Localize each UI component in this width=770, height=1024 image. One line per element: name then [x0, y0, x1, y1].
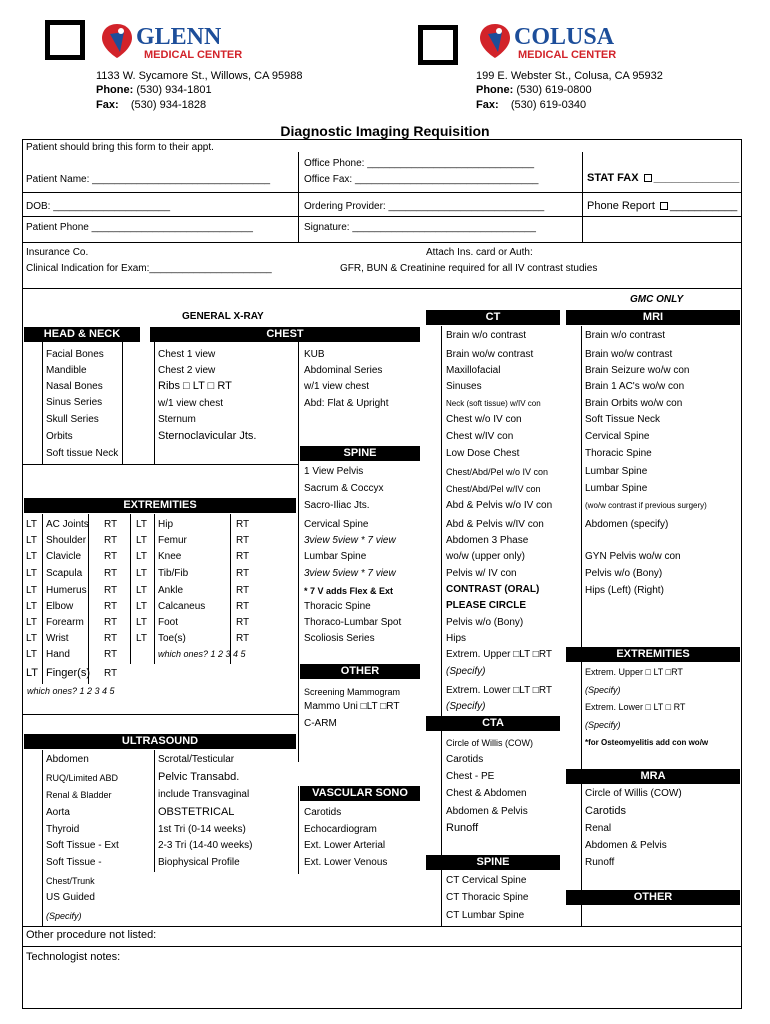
- mri-item[interactable]: Brain Seizure wo/w con: [585, 365, 690, 376]
- chest-item[interactable]: Ribs □ LT □ RT: [158, 380, 232, 392]
- ct-contrast-label: CONTRAST (ORAL): [446, 584, 540, 595]
- glenn-logo-icon: [100, 22, 134, 60]
- phone-report-checkbox[interactable]: [660, 202, 668, 210]
- glenn-name: GLENN: [136, 24, 222, 50]
- vascular-item[interactable]: Echocardiogram: [304, 824, 377, 835]
- ct-item[interactable]: Abd & Pelvis w/o IV con: [446, 500, 553, 511]
- other-item[interactable]: Screening Mammogram: [304, 687, 401, 697]
- head-neck-item[interactable]: Sinus Series: [46, 397, 103, 408]
- us-item[interactable]: Aorta: [46, 807, 70, 818]
- spine-header: SPINE: [300, 446, 420, 461]
- ct-circle-label: PLEASE CIRCLE: [446, 600, 527, 611]
- ct-item[interactable]: Maxillofacial: [446, 365, 501, 376]
- glenn-logo: [100, 22, 260, 66]
- abdomen-item[interactable]: Abd: Flat & Upright: [304, 398, 389, 409]
- office-phone-field[interactable]: Office Phone: ______________________________: [304, 158, 535, 169]
- us-item[interactable]: Thyroid: [46, 824, 80, 835]
- ext-rt[interactable]: RT: [236, 551, 250, 562]
- ext-right-item[interactable]: Femur: [158, 535, 187, 546]
- ext-lt[interactable]: LT: [26, 617, 37, 628]
- general-xray-header: GENERAL X-RAY: [182, 311, 264, 322]
- us-item[interactable]: OBSTETRICAL: [158, 806, 235, 818]
- ext-lt[interactable]: LT: [26, 585, 37, 596]
- abdomen-item[interactable]: w/1 view chest: [304, 381, 370, 392]
- mra-item[interactable]: Abdomen & Pelvis: [585, 840, 667, 851]
- mri-ext-item[interactable]: Extrem. Upper □ LT □RT: [585, 667, 683, 677]
- ext-right-item[interactable]: Calcaneus: [158, 601, 206, 612]
- ext-rt[interactable]: RT: [104, 633, 118, 644]
- ext-lt[interactable]: LT: [136, 535, 147, 546]
- ext-lt[interactable]: LT: [26, 649, 37, 660]
- colusa-logo: [478, 22, 648, 66]
- ordering-provider-field[interactable]: Ordering Provider: ____________________________: [304, 201, 545, 212]
- ext-rt[interactable]: RT: [104, 568, 118, 579]
- ext-left-item[interactable]: Clavicle: [46, 551, 82, 562]
- ext-lt[interactable]: LT: [26, 551, 37, 562]
- cta-item[interactable]: Abdomen & Pelvis: [446, 806, 528, 817]
- spine-item[interactable]: Cervical Spine: [304, 519, 369, 530]
- cta-item[interactable]: Carotids: [446, 754, 484, 765]
- ct-item[interactable]: Abdomen 3 Phase: [446, 535, 529, 546]
- head-neck-item[interactable]: Mandible: [46, 365, 87, 376]
- toes-which-ones[interactable]: which ones? 1 2 3 4 5: [158, 649, 246, 659]
- glenn-sub: MEDICAL CENTER: [144, 49, 243, 61]
- other-procedure-field[interactable]: Other procedure not listed:: [26, 929, 157, 941]
- ct-item[interactable]: Sinuses: [446, 381, 482, 392]
- mri-ext-specify[interactable]: (Specify): [585, 685, 621, 695]
- mri-ext-item[interactable]: Extrem. Lower □ LT □ RT: [585, 702, 686, 712]
- ext-lt[interactable]: LT: [136, 633, 147, 644]
- gmc-only: GMC ONLY: [630, 294, 684, 305]
- ext-rt[interactable]: RT: [104, 585, 118, 596]
- ext-left-item[interactable]: Hand: [46, 649, 70, 660]
- spine-item[interactable]: Sacro-Iliac Jts.: [304, 500, 370, 511]
- ext-lt[interactable]: LT: [26, 568, 37, 579]
- other-item[interactable]: C-ARM: [304, 718, 337, 729]
- ct-item[interactable]: Brain wo/w contrast: [446, 349, 534, 360]
- ext-rt[interactable]: RT: [104, 551, 118, 562]
- ext-lt[interactable]: LT: [26, 601, 37, 612]
- mri-item[interactable]: Cervical Spine: [585, 431, 650, 442]
- mri-item[interactable]: Brain w/o contrast: [585, 330, 666, 341]
- ext-left-item[interactable]: Shoulder: [46, 535, 87, 546]
- technologist-notes-field[interactable]: Technologist notes:: [26, 951, 121, 963]
- mri-other-header: OTHER: [566, 890, 740, 905]
- ext-rt[interactable]: RT: [104, 617, 118, 628]
- glenn-phone: Phone: (530) 934-1801: [96, 84, 212, 96]
- mri-extremities-header: EXTREMITIES: [566, 647, 740, 662]
- colusa-address: 199 E. Webster St., Colusa, CA 95932: [476, 70, 663, 82]
- ext-left-item[interactable]: AC Joints: [46, 519, 89, 530]
- cta-item[interactable]: Runoff: [446, 822, 479, 834]
- ct-item[interactable]: Chest/Abd/Pel w/IV con: [446, 484, 541, 494]
- mri-item[interactable]: Pelvis w/o (Bony): [585, 568, 663, 579]
- clinical-indication-field[interactable]: Clinical Indication for Exam:______________________: [26, 263, 272, 274]
- vascular-item[interactable]: Ext. Lower Arterial: [304, 840, 386, 851]
- attach-note: Attach Ins. card or Auth:: [426, 247, 533, 258]
- mri-item[interactable]: Lumbar Spine: [585, 466, 648, 477]
- ct-item[interactable]: Chest/Abd/Pel w/o IV con: [446, 467, 549, 477]
- ext-left-item[interactable]: Forearm: [46, 617, 84, 628]
- ext-right-item[interactable]: Knee: [158, 551, 182, 562]
- abdomen-item[interactable]: Abdominal Series: [304, 365, 383, 376]
- spine-views[interactable]: 3view 5view * 7 view: [304, 535, 396, 546]
- spine-item[interactable]: Lumbar Spine: [304, 551, 367, 562]
- ct-header: CT: [426, 310, 560, 325]
- ct-item[interactable]: Abd & Pelvis w/IV con: [446, 519, 544, 530]
- ext-rt[interactable]: RT: [104, 601, 118, 612]
- colusa-sub: MEDICAL CENTER: [518, 49, 617, 61]
- chest-item[interactable]: Chest 2 view: [158, 365, 216, 376]
- phone-report-field[interactable]: Phone Report ___________: [587, 200, 738, 212]
- us-item[interactable]: Biophysical Profile: [158, 857, 240, 868]
- extremities-header: EXTREMITIES: [24, 498, 296, 513]
- fingers-rt[interactable]: RT: [104, 668, 118, 679]
- mri-item[interactable]: Brain wo/w contrast: [585, 349, 673, 360]
- us-item[interactable]: 2-3 Tri (14-40 weeks): [158, 840, 253, 851]
- ext-lt[interactable]: LT: [136, 601, 147, 612]
- ext-rt[interactable]: RT: [236, 601, 250, 612]
- colusa-fax: Fax: (530) 619-0340: [476, 99, 587, 111]
- mri-item[interactable]: Brain 1 AC's wo/w con: [585, 381, 685, 392]
- ext-rt[interactable]: RT: [236, 519, 250, 530]
- us-item[interactable]: Soft Tissue - Ext: [46, 840, 119, 851]
- mra-item[interactable]: Runoff: [585, 857, 615, 868]
- checkbox-colusa[interactable]: [418, 25, 458, 65]
- other-item[interactable]: Mammo Uni □LT □RT: [304, 701, 400, 712]
- us-item[interactable]: US Guided: [46, 892, 95, 903]
- chest-item[interactable]: Chest 1 view: [158, 349, 216, 360]
- ext-rt[interactable]: RT: [236, 585, 250, 596]
- mri-header: MRI: [566, 310, 740, 325]
- ct-item[interactable]: Chest w/IV con: [446, 431, 514, 442]
- head-neck-item[interactable]: Skull Series: [46, 414, 99, 425]
- mri-item[interactable]: Lumbar Spine: [585, 483, 648, 494]
- ext-rt[interactable]: RT: [104, 535, 118, 546]
- ext-left-item[interactable]: Scapula: [46, 568, 83, 579]
- signature-field[interactable]: Signature: _________________________________: [304, 222, 536, 233]
- mri-item[interactable]: Brain Orbits wo/w con: [585, 398, 683, 409]
- fingers-which-ones[interactable]: which ones? 1 2 3 4 5: [27, 686, 115, 696]
- head-neck-item[interactable]: Soft tissue Neck: [46, 448, 119, 459]
- ct-item[interactable]: Extrem. Lower □LT □RT: [446, 685, 552, 696]
- glenn-fax: Fax: (530) 934-1828: [96, 99, 207, 111]
- fingers-label[interactable]: Finger(s): [46, 667, 91, 679]
- ct-spine-item[interactable]: CT Thoracic Spine: [446, 892, 529, 903]
- ext-left-item[interactable]: Humerus: [46, 585, 87, 596]
- head-neck-item[interactable]: Nasal Bones: [46, 381, 103, 392]
- spine-views[interactable]: 3view 5view * 7 view: [304, 568, 396, 579]
- ext-lt[interactable]: LT: [136, 617, 147, 628]
- ct-spine-item[interactable]: CT Cervical Spine: [446, 875, 527, 886]
- us-item[interactable]: Abdomen: [46, 754, 89, 765]
- spine-item[interactable]: Thoracic Spine: [304, 601, 371, 612]
- ext-right-item[interactable]: Tib/Fib: [158, 568, 189, 579]
- mra-header: MRA: [566, 769, 740, 784]
- mri-ext-specify[interactable]: (Specify): [585, 720, 621, 730]
- ct-specify[interactable]: (Specify): [446, 701, 486, 712]
- spine-item[interactable]: 1 View Pelvis: [304, 466, 364, 477]
- gfr-note: GFR, BUN & Creatinine required for all IV contrast studies: [340, 263, 598, 274]
- ct-item[interactable]: wo/w (upper only): [446, 551, 525, 562]
- ext-right-item[interactable]: Hip: [158, 519, 174, 530]
- page-title: Diagnostic Imaging Requisition: [280, 123, 490, 139]
- spine-note: * 7 V adds Flex & Ext: [304, 586, 394, 596]
- ct-item[interactable]: Neck (soft tissue) w/IV con: [446, 399, 541, 408]
- us-item[interactable]: 1st Tri (0-14 weeks): [158, 824, 246, 835]
- mri-item[interactable]: GYN Pelvis wo/w con: [585, 551, 681, 562]
- patient-phone-field[interactable]: Patient Phone _____________________________: [26, 222, 253, 233]
- vascular-item[interactable]: Ext. Lower Venous: [304, 857, 388, 868]
- chest-item[interactable]: w/1 view chest: [158, 398, 224, 409]
- ct-item[interactable]: Chest w/o IV con: [446, 414, 522, 425]
- osteomyelitis-note: *for Osteomyelitis add con wo/w: [585, 738, 709, 747]
- ext-left-item[interactable]: Elbow: [46, 601, 74, 612]
- vascular-sono-header: VASCULAR SONO: [300, 786, 420, 801]
- ext-right-item[interactable]: Ankle: [158, 585, 184, 596]
- mra-item[interactable]: Renal: [585, 823, 612, 834]
- head-neck-item[interactable]: Facial Bones: [46, 349, 104, 360]
- insurance-field[interactable]: Insurance Co.: [26, 247, 89, 258]
- mra-item[interactable]: Circle of Willis (COW): [585, 788, 682, 799]
- us-item[interactable]: RUQ/Limited ABD: [46, 773, 119, 783]
- ext-lt[interactable]: LT: [26, 535, 37, 546]
- ext-right-item[interactable]: Toe(s): [158, 633, 186, 644]
- spine-item[interactable]: Sacrum & Coccyx: [304, 483, 384, 494]
- stat-fax-checkbox[interactable]: [644, 174, 652, 182]
- ext-lt[interactable]: LT: [136, 519, 147, 530]
- glenn-address: 1133 W. Sycamore St., Willows, CA 95988: [96, 70, 303, 82]
- chest-item[interactable]: Sternum: [158, 414, 196, 425]
- us-item[interactable]: Renal & Bladder: [46, 790, 112, 800]
- ct-item[interactable]: Hips: [446, 633, 467, 644]
- dob-field[interactable]: DOB: _____________________: [26, 201, 171, 212]
- patient-name-field[interactable]: Patient Name: ________________________________: [26, 174, 271, 185]
- ext-lt[interactable]: LT: [136, 585, 147, 596]
- mri-item[interactable]: Hips (Left) (Right): [585, 585, 664, 596]
- us-item[interactable]: Scrotal/Testicular: [158, 754, 235, 765]
- ext-rt[interactable]: RT: [104, 649, 118, 660]
- ct-item[interactable]: Low Dose Chest: [446, 448, 520, 459]
- abdomen-item[interactable]: KUB: [304, 349, 325, 360]
- chest-header: CHEST: [150, 327, 420, 342]
- ct-specify[interactable]: (Specify): [446, 666, 486, 677]
- colusa-name: COLUSA: [514, 24, 615, 50]
- vascular-item[interactable]: Carotids: [304, 807, 342, 818]
- ext-rt[interactable]: RT: [236, 617, 250, 628]
- us-item[interactable]: Pelvic Transabd.: [158, 771, 240, 783]
- ext-lt[interactable]: LT: [136, 551, 147, 562]
- stat-fax-field[interactable]: STAT FAX ______________: [587, 172, 740, 184]
- ext-rt[interactable]: RT: [236, 535, 250, 546]
- ct-spine-item[interactable]: CT Lumbar Spine: [446, 910, 525, 921]
- mra-item[interactable]: Carotids: [585, 805, 626, 817]
- us-item[interactable]: Soft Tissue -: [46, 857, 102, 868]
- ct-item[interactable]: Brain w/o contrast: [446, 330, 527, 341]
- colusa-logo-icon: [478, 22, 512, 60]
- office-fax-field[interactable]: Office Fax: _________________________________: [304, 174, 539, 185]
- cta-item[interactable]: Circle of Willis (COW): [446, 738, 533, 748]
- cta-header: CTA: [426, 716, 560, 731]
- mri-note: (wo/w contrast if previous surgery): [585, 501, 707, 510]
- ext-lt[interactable]: LT: [26, 519, 37, 530]
- ext-lt[interactable]: LT: [26, 633, 37, 644]
- other-header: OTHER: [300, 664, 420, 679]
- cta-item[interactable]: Chest & Abdomen: [446, 788, 527, 799]
- ct-item[interactable]: Pelvis w/o (Bony): [446, 617, 524, 628]
- head-neck-item[interactable]: Orbits: [46, 431, 73, 442]
- ct-item[interactable]: Extrem. Upper □LT □RT: [446, 649, 552, 660]
- us-specify[interactable]: (Specify): [46, 911, 82, 921]
- head-neck-header: HEAD & NECK: [24, 327, 140, 342]
- ct-spine-header: SPINE: [426, 855, 560, 870]
- bring-note: Patient should bring this form to their appt.: [26, 142, 214, 153]
- us-item[interactable]: include Transvaginal: [158, 789, 250, 800]
- ext-rt[interactable]: RT: [236, 568, 250, 579]
- ext-lt[interactable]: LT: [136, 568, 147, 579]
- us-item[interactable]: Chest/Trunk: [46, 876, 95, 886]
- mri-item[interactable]: Soft Tissue Neck: [585, 414, 661, 425]
- chest-item[interactable]: Sternoclavicular Jts.: [158, 430, 257, 442]
- fingers-lt[interactable]: LT: [26, 667, 39, 679]
- cta-item[interactable]: Chest - PE: [446, 771, 495, 782]
- spine-item[interactable]: Thoraco-Lumbar Spot: [304, 617, 402, 628]
- ct-item[interactable]: Pelvis w/ IV con: [446, 568, 517, 579]
- ultrasound-header: ULTRASOUND: [24, 734, 296, 749]
- mri-item[interactable]: Abdomen (specify): [585, 519, 669, 530]
- ext-rt[interactable]: RT: [236, 633, 250, 644]
- ext-right-item[interactable]: Foot: [158, 617, 179, 628]
- checkbox-glenn[interactable]: [45, 20, 85, 60]
- colusa-phone: Phone: (530) 619-0800: [476, 84, 592, 96]
- mri-item[interactable]: Thoracic Spine: [585, 448, 652, 459]
- ext-left-item[interactable]: Wrist: [46, 633, 69, 644]
- spine-item[interactable]: Scoliosis Series: [304, 633, 375, 644]
- ext-rt[interactable]: RT: [104, 519, 118, 530]
